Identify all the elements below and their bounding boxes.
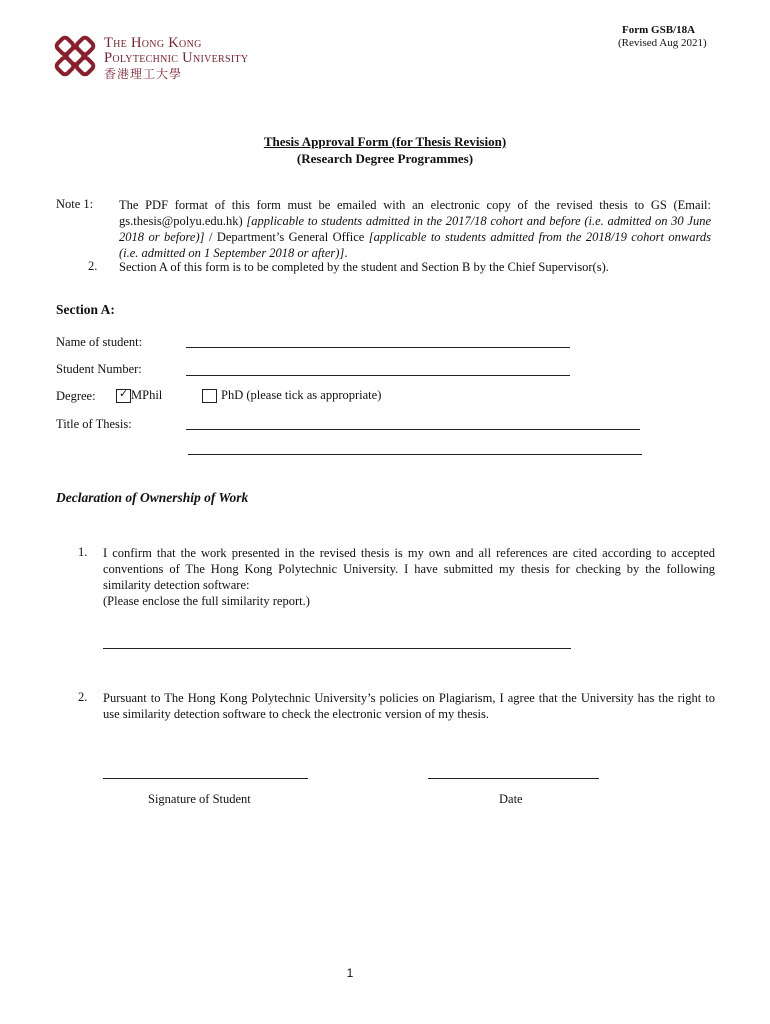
note-label: Note 1: xyxy=(56,197,94,211)
date-label: Date xyxy=(499,792,523,806)
phd-option[interactable] xyxy=(202,388,381,403)
thesis-title-input-line-2[interactable] xyxy=(188,454,642,455)
note-2-text: Section A of this form is to be completed by the student and Section B by the Chief Supervisor(s). xyxy=(119,260,609,274)
thesis-title-label: Title of Thesis: xyxy=(56,417,132,431)
declaration-item-2-text: Pursuant to The Hong Kong Polytechnic University’s policies on Plagiarism, I agree that the University has the right to use similarity detection software to check the electronic version of my thesis. xyxy=(103,691,715,721)
signature-input-line[interactable] xyxy=(103,778,308,779)
university-name-en: The Hong Kong Polytechnic University xyxy=(104,35,249,66)
mphil-checkbox[interactable] xyxy=(116,389,131,403)
mphil-option[interactable] xyxy=(116,388,162,403)
phd-checkbox[interactable] xyxy=(202,389,217,403)
polyu-logo-icon xyxy=(52,33,98,79)
note-2-number: 2. xyxy=(88,259,98,273)
degree-label: Degree: xyxy=(56,389,96,403)
signature-label: Signature of Student xyxy=(148,792,251,806)
name-label: Name of student: xyxy=(56,335,143,349)
declaration-item-1-text: I confirm that the work presented in the revised thesis is my own and all references are cited according to accepted conventions of The Hong Kong Polytechnic University. I have submitted my thesis for checking by the following similarity detection software: (Please enclose the full similarity report.) xyxy=(103,546,715,608)
section-a-heading: Section A: xyxy=(56,302,115,317)
thesis-title-input-line-1[interactable] xyxy=(186,429,640,430)
check-icon: ✓ xyxy=(119,387,129,401)
university-name-zh: 香港理工大學 xyxy=(104,67,183,81)
form-subtitle: (Research Degree Programmes) xyxy=(296,151,474,166)
phd-label: PhD (please tick as appropriate) xyxy=(221,388,382,402)
form-revision: (Revised Aug 2021) xyxy=(618,37,707,49)
declaration-item-1-number: 1. xyxy=(78,545,88,559)
date-input-line[interactable] xyxy=(428,778,599,779)
note-1-text: The PDF format of this form must be emailed with an electronic copy of the revised thesis to GS (Email: gs.thesis@polyu.edu.hk) [applicable to students admitted in the 2017/18 cohort and before (i.e. admitted on 30 June 2018 or before)] / Department’s General Office [applicable to students admitted from the 2018/19 cohort onwards (i.e. admitted on 1 September 2018 or after)]. xyxy=(119,198,711,260)
name-input-line[interactable] xyxy=(186,347,570,348)
form-code: Form GSB/18A xyxy=(622,24,696,36)
declaration-item-2-number: 2. xyxy=(78,690,88,704)
student-number-label: Student Number: xyxy=(56,362,142,376)
declaration-heading: Declaration of Ownership of Work xyxy=(56,490,249,505)
page-number: 1 xyxy=(346,966,354,980)
form-title: Thesis Approval Form (for Thesis Revision) xyxy=(263,134,507,149)
student-number-input-line[interactable] xyxy=(186,375,570,376)
mphil-label: MPhil xyxy=(131,388,163,402)
similarity-software-input-line[interactable] xyxy=(103,648,571,649)
